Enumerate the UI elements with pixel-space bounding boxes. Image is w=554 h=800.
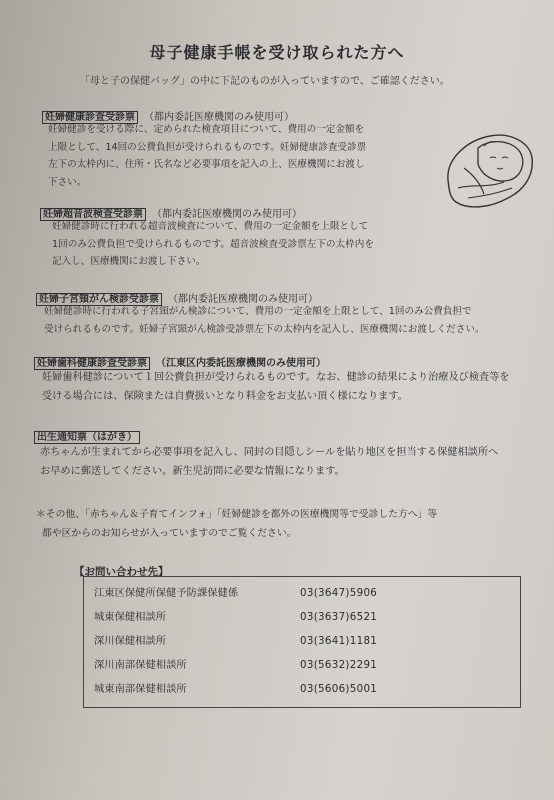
contact-name: 深川南部保健相談所 xyxy=(94,659,187,671)
contact-heading: 【お問い合わせ先】 xyxy=(74,566,169,578)
section-body xyxy=(44,303,485,338)
body-line: 1回のみ公費負担で受けられるものです。超音波検査受診票左下の太枠内を xyxy=(52,238,374,250)
body-line: 妊婦健診時に行われる超音波検査について、費用の一定金額を上限として xyxy=(52,221,369,232)
contact-phone: 03(3647)5906 xyxy=(300,587,378,599)
body-line: 妊婦歯科健診について１回公費負担が受けられるものです。なお、健診の結果により治療及び検査等を xyxy=(42,372,510,383)
other-line: 都や区からのお知らせが入っていますのでご覧ください。 xyxy=(42,528,297,539)
contact-name: 江東区保健所保健予防課保健係 xyxy=(94,587,239,599)
section-scope: （江東区内委託医療機関のみ使用可） xyxy=(156,358,326,369)
other-notice xyxy=(36,505,437,543)
body-line: 妊婦健診を受ける際に、定められた検査項目について、費用の一定金額を xyxy=(48,124,365,135)
body-line: 赤ちゃんが生まれてから必要事項を記入し、同封の目隠しシールを貼り地区を担当する保健相談所へ xyxy=(40,447,499,458)
section-title: 妊婦子宮頸がん検診受診票 xyxy=(36,293,162,306)
contact-row xyxy=(94,679,514,699)
contact-table xyxy=(83,576,521,708)
section-heading xyxy=(34,354,326,369)
body-line: 下さい。 xyxy=(48,176,87,188)
body-line: 受ける場合には、保険または自費扱いとなり料金をお支払い頂く様になります。 xyxy=(42,391,408,402)
contact-row xyxy=(94,607,514,627)
section-title: 妊婦超音波検査受診票 xyxy=(40,208,146,221)
contact-phone: 03(3641)1181 xyxy=(300,635,378,647)
contact-row xyxy=(94,631,514,651)
section-scope: （都内委託医療機関のみ使用可） xyxy=(168,294,318,305)
body-line: 左下の太枠内に、住所・氏名など必要事項を記入の上、医療機関にお渡し xyxy=(48,159,365,170)
section-title: 妊婦歯科健康診査受診票 xyxy=(34,357,150,370)
contact-row xyxy=(94,583,514,603)
contact-phone: 03(5632)2291 xyxy=(300,659,378,671)
contact-name: 城東保健相談所 xyxy=(94,611,167,623)
section-title: 出生通知票（はがき） xyxy=(34,431,140,444)
body-line: 記入し、医療機関にお渡し下さい。 xyxy=(52,256,206,267)
section-heading xyxy=(34,428,140,443)
body-line: 受けられるものです。妊婦子宮頸がん検診受診票左下の太枠内を記入し、医療機関にお渡しください。 xyxy=(44,323,485,335)
other-line: ＊その他、「赤ちゃん＆子育てインフォ」「妊婦健診を都外の医療機関等で受診した方へ」等 xyxy=(36,509,438,520)
section-scope: （都内委託医療機関のみ使用可） xyxy=(152,209,302,220)
body-line: お早めに郵送してください。新生児訪問に必要な情報になります。 xyxy=(40,466,345,477)
page-title: 母子健康手帳を受け取られた方へ xyxy=(149,43,405,62)
contact-phone: 03(3637)6521 xyxy=(300,611,378,623)
section-body xyxy=(40,443,498,481)
body-line: 妊婦健診時に行われる子宮頸がん検診について、費用の一定金額を上限として、1回のみ公費負担で xyxy=(44,306,472,317)
contact-row xyxy=(94,655,514,675)
section-body xyxy=(42,368,510,406)
section-title: 妊婦健康診査受診票 xyxy=(42,111,138,124)
swaddled-baby-illustration xyxy=(438,118,538,218)
body-line: 上限として、14回の公費負担が受けられるものです。妊婦健康診査受診票 xyxy=(48,141,367,153)
contact-name: 深川保健相談所 xyxy=(94,635,167,647)
section-scope: （都内委託医療機関のみ使用可） xyxy=(144,112,294,123)
section-body xyxy=(48,121,366,191)
contact-phone: 03(5606)5001 xyxy=(300,683,378,695)
section-body xyxy=(52,218,374,271)
contact-name: 城東南部保健相談所 xyxy=(94,683,187,695)
intro-text: 「母と子の保健バッグ」の中に下記のものが入っていますので、ご確認ください。 xyxy=(80,76,450,87)
